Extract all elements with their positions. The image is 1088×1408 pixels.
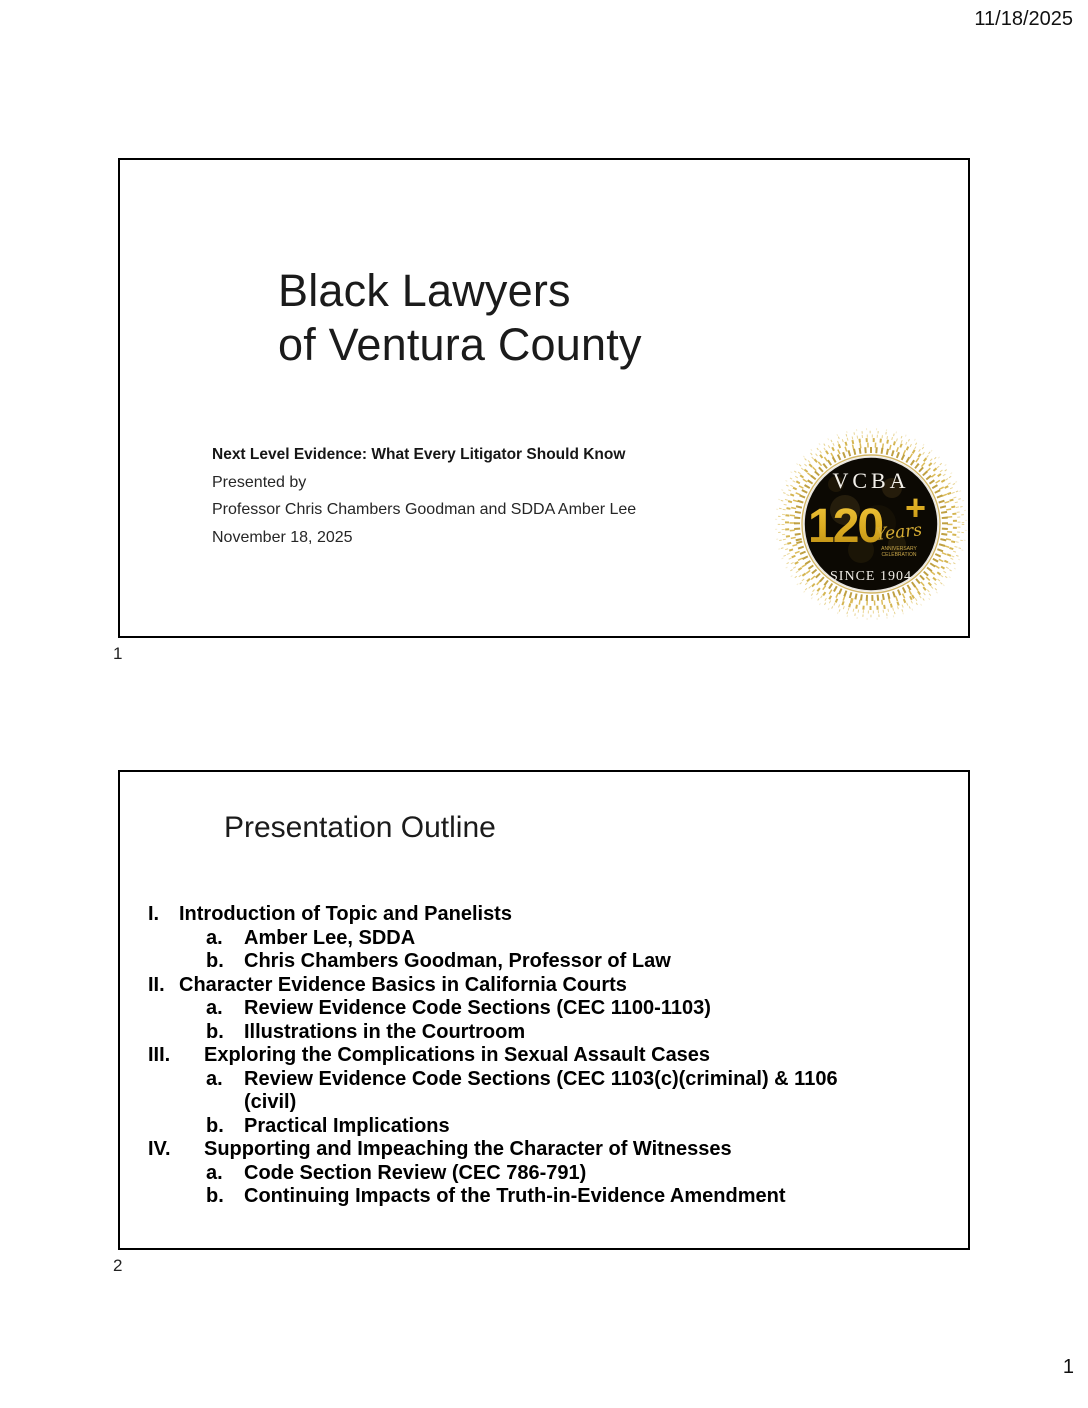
outline-text: Character Evidence Basics in California Courts (179, 973, 627, 996)
outline-marker: I. (148, 903, 160, 925)
outline-text: Code Section Review (CEC 786-791) (244, 1161, 587, 1184)
logo-plus-sign: + (905, 487, 927, 528)
slide-1-subtitle-block (212, 441, 636, 551)
outline-item (148, 974, 918, 998)
slide-2-number: 2 (113, 1256, 123, 1275)
slide-2-title: Presentation Outline (224, 811, 496, 844)
slide-2-frame (118, 770, 970, 1250)
outline-marker: a. (206, 1067, 223, 1090)
outline-text: Introduction of Topic and Panelists (179, 903, 512, 925)
outline-item (206, 927, 918, 951)
header-date: 11/18/2025 (974, 8, 1073, 30)
outline-item (206, 997, 918, 1021)
outline-item (206, 1068, 918, 1115)
page-number: 1 (1062, 1356, 1074, 1378)
outline-item (206, 950, 918, 974)
logo-anniversary-line1: ANNIVERSARY (881, 546, 917, 552)
outline-marker: b. (206, 1114, 224, 1137)
outline-marker: b. (206, 950, 224, 972)
outline-item (206, 1021, 918, 1045)
outline-marker: b. (206, 1020, 224, 1043)
outline-text: Illustrations in the Courtroom (244, 1020, 526, 1043)
outline-item (148, 903, 918, 927)
outline-marker: IV. (148, 1138, 171, 1160)
outline-marker: a. (206, 926, 223, 949)
outline-text-line: (civil) (244, 1091, 297, 1113)
slide-1-presented-by: Presented by (212, 473, 307, 491)
outline-item (148, 1138, 918, 1162)
outline-text: Review Evidence Code Sections (CEC 1100-1103) (244, 997, 711, 1019)
outline-marker: a. (206, 997, 223, 1019)
outline-text (244, 1068, 918, 1115)
logo-since-text: SINCE 1904 (830, 569, 912, 584)
outline-marker: III. (148, 1044, 171, 1066)
outline-item (206, 1185, 918, 1209)
outline-item (148, 1044, 918, 1068)
logo-anniversary-line2: CELEBRATION (881, 552, 917, 558)
slide-1-title (278, 264, 642, 372)
outline-item (206, 1115, 918, 1139)
outline-marker: a. (206, 1161, 223, 1184)
slide-1-subtitle: Next Level Evidence: What Every Litigator Should Know (212, 446, 626, 463)
logo-org-text: VCBA (832, 468, 910, 493)
outline-text: Amber Lee, SDDA (244, 926, 416, 949)
outline-item (206, 1162, 918, 1186)
outline-text-line: Review Evidence Code Sections (CEC 1103(c)(criminal) & 1106 (244, 1067, 838, 1090)
logo-years-number: 120 (808, 500, 883, 553)
slide-1-title-line-2: of Ventura County (278, 319, 642, 370)
presentation-outline-list (148, 903, 918, 1209)
vcba-120-anniversary-logo (775, 428, 967, 620)
slide-1-date: November 18, 2025 (212, 528, 353, 546)
slide-1-frame (118, 158, 970, 638)
outline-text: Continuing Impacts of the Truth-in-Evidence Amendment (244, 1185, 786, 1207)
slide-1-title-line-1: Black Lawyers (278, 265, 571, 316)
outline-text: Chris Chambers Goodman, Professor of Law (244, 950, 671, 972)
outline-text: Exploring the Complications in Sexual Assault Cases (204, 1044, 711, 1066)
vcba-logo-graphic (775, 428, 967, 620)
outline-marker: II. (148, 973, 165, 996)
slide-1-presenters: Professor Chris Chambers Goodman and SDDA Amber Lee (212, 501, 637, 518)
slide-1-number: 1 (113, 644, 123, 663)
outline-marker: b. (206, 1185, 224, 1207)
outline-text: Practical Implications (244, 1114, 450, 1137)
outline-text: Supporting and Impeaching the Character of Witnesses (204, 1138, 732, 1160)
logo-years-word: Years (874, 520, 924, 545)
